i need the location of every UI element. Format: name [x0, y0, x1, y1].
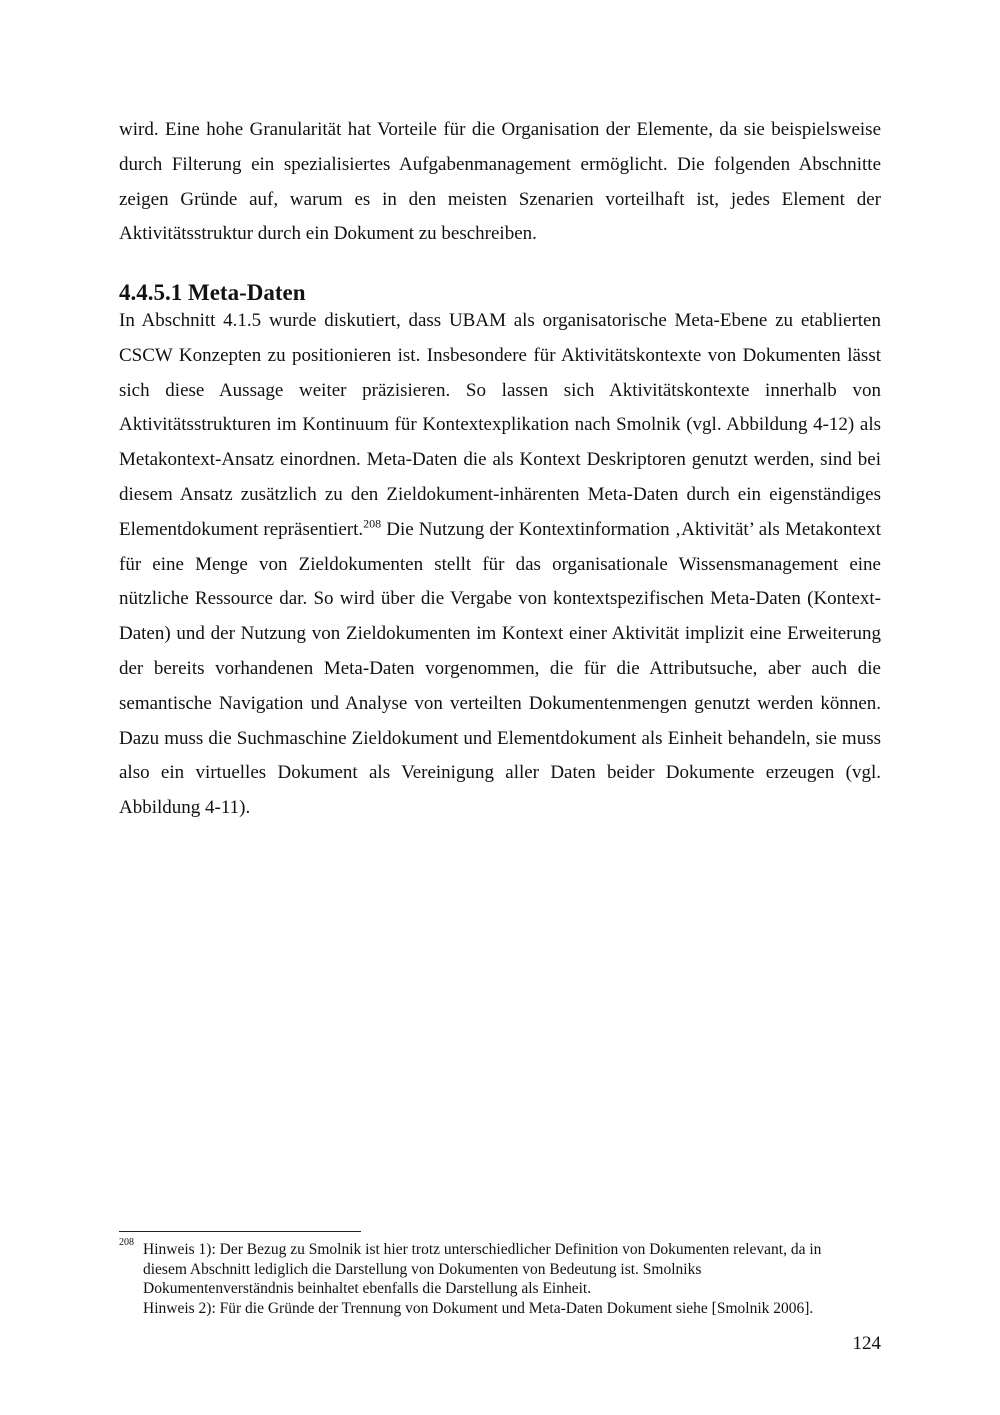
- footnote-line: Dokumentenverständnis beinhaltet ebenfalls die Darstellung als Einheit.: [143, 1280, 592, 1298]
- body-paragraph-part2: Die Nutzung der Kontextinformation ‚Aktivität’ als Metakontext für eine Menge von Zieldokumenten stellt für das organisationale Wissensmanagement eine nützliche Ressource dar. So wird über die Vergabe von kontextspezifischen Meta-Daten (Kontext-Daten) und der Nutzung von Zieldokumenten im Kontext einer Aktivität implizit eine Erweiterung der bereits vorhandenen Meta-Daten vorgenommen, die für die Attributsuche, aber auch die semantische Navigation und Analyse von verteilten Dokumentenmengen genutzt werden können. Dazu muss die Suchmaschine Zieldokument und Elementdokument als Einheit behandeln, sie muss also ein virtuelles Dokument als Vereinigung aller Daten beider Dokumente erzeugen (vgl. Abbildung 4-11).: [119, 518, 881, 819]
- footnote-line: Hinweis 1): Der Bezug zu Smolnik ist hier trotz unterschiedlicher Definition von Dokumenten relevant, da in: [143, 1241, 822, 1258]
- footnote-line: diesem Abschnitt lediglich die Darstellung von Dokumenten von Bedeutung ist. Smolniks: [143, 1260, 702, 1278]
- footnote-line: Hinweis 2): Für die Gründe der Trennung von Dokument und Meta-Daten Dokument siehe [Smolnik 2006].: [143, 1299, 814, 1317]
- footnote-reference[interactable]: 208: [363, 516, 382, 531]
- body-paragraph-part1: In Abschnitt 4.1.5 wurde diskutiert, dass UBAM als organisatorische Meta-Ebene zu etablierten CSCW Konzepten zu positionieren ist. Insbesondere für Aktivitätskontexte von Dokumenten lässt sich diese Aussage weiter präzisieren. So lassen sich Aktivitätskontexte innerhalb von Aktivitätsstrukturen im Kontinuum für Kontextexplikation nach Smolnik (vgl. Abbildung 4-12) als Metakontext-Ansatz einordnen. Meta-Daten die als Kontext Deskriptoren genutzt werden, sind bei diesem Ansatz zusätzlich zu den Zieldokument-inhärenten Meta-Daten durch ein eigenständiges Elementdokument repräsentiert.: [119, 310, 881, 540]
- section-heading: 4.4.5.1 Meta-Daten: [119, 280, 306, 305]
- footnote-number: 208: [119, 1237, 134, 1248]
- footnote-divider: [119, 1231, 361, 1232]
- footnote-text: [143, 1240, 881, 1318]
- intro-paragraph: wird. Eine hohe Granularität hat Vorteile für die Organisation der Elemente, da sie beispielsweise durch Filterung ein spezialisiertes Aufgabenmanagement ermöglicht. Die folgenden Abschnitte zeigen Gründe auf, warum es in den meisten Szenarien vorteilhaft ist, jedes Element der Aktivitätsstruktur durch ein Dokument zu beschreiben.: [119, 119, 881, 245]
- page-number: 124: [852, 1333, 881, 1354]
- footnote: [119, 1237, 881, 1318]
- body-paragraph: [119, 304, 881, 826]
